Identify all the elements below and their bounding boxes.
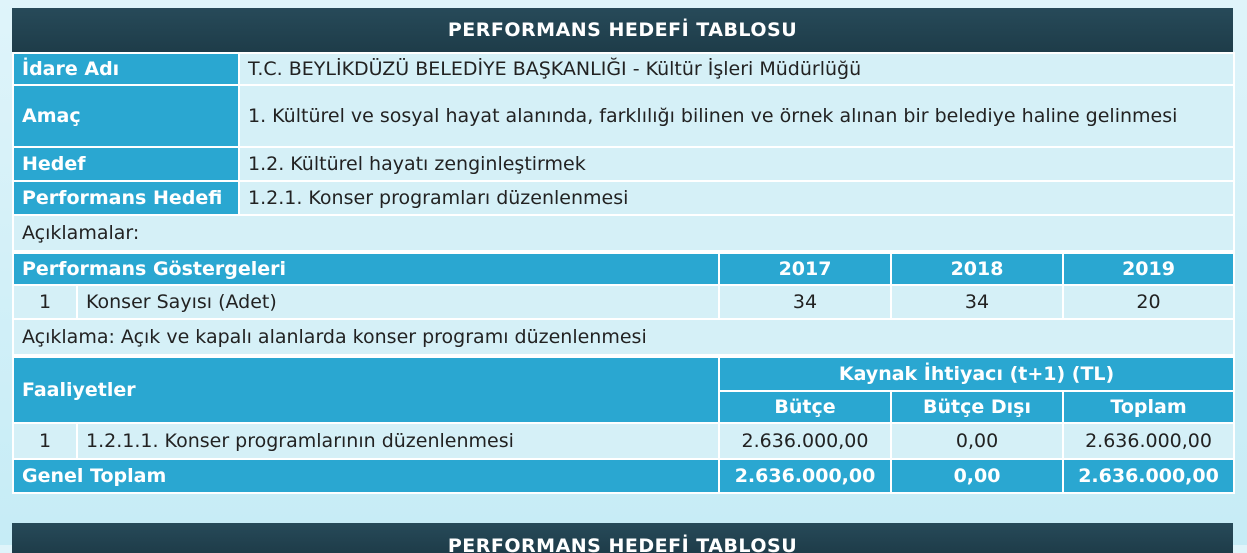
total-butce-disi: 0,00 — [891, 459, 1063, 493]
total-toplam: 2.636.000,00 — [1063, 459, 1234, 493]
total-butce: 2.636.000,00 — [719, 459, 891, 493]
total-label: Genel Toplam — [13, 459, 719, 493]
resource-header: Kaynak İhtiyacı (t+1) (TL) — [719, 357, 1234, 391]
indicator-name: Konser Sayısı (Adet) — [77, 285, 719, 319]
amac-label: Amaç — [13, 85, 239, 147]
indicators-table — [12, 252, 1235, 356]
activities-table — [12, 356, 1235, 494]
indicator-value-2018: 34 — [891, 285, 1063, 319]
activity-butce-disi: 0,00 — [891, 423, 1063, 459]
indicator-value-2019: 20 — [1063, 285, 1234, 319]
idare-label: İdare Adı — [13, 53, 239, 85]
activity-toplam: 2.636.000,00 — [1063, 423, 1234, 459]
col-butce: Bütçe — [719, 391, 891, 423]
indicators-header: Performans Göstergeleri — [13, 253, 719, 285]
amac-value: 1. Kültürel ve sosyal hayat alanında, farklılığı bilinen ve örnek alınan bir belediye haline gelinmesi — [239, 85, 1234, 147]
activity-no: 1 — [13, 423, 77, 459]
activity-name: 1.2.1.1. Konser programlarının düzenlenmesi — [77, 423, 719, 459]
indicator-no: 1 — [13, 285, 77, 319]
activities-header: Faaliyetler — [13, 357, 719, 423]
idare-value: T.C. BEYLİKDÜZÜ BELEDİYE BAŞKANLIĞI - Kültür İşleri Müdürlüğü — [239, 53, 1234, 85]
aciklamalar-text: Açıklamalar: — [13, 215, 1234, 251]
col-butce-disi: Bütçe Dışı — [891, 391, 1063, 423]
indicator-note: Açıklama: Açık ve kapalı alanlarda konser programı düzenlenmesi — [13, 319, 1234, 355]
performance-goal-label: Performans Hedefi — [13, 181, 239, 215]
indicator-value-2017: 34 — [719, 285, 891, 319]
info-table — [12, 52, 1235, 252]
year-header: 2018 — [891, 253, 1063, 285]
next-table-title: PERFORMANS HEDEFİ TABLOSU — [12, 523, 1233, 553]
table-title: PERFORMANS HEDEFİ TABLOSU — [12, 8, 1233, 52]
hedef-value: 1.2. Kültürel hayatı zenginleştirmek — [239, 147, 1234, 181]
year-header: 2017 — [719, 253, 891, 285]
year-header: 2019 — [1063, 253, 1234, 285]
performance-table-frame — [12, 8, 1233, 494]
col-toplam: Toplam — [1063, 391, 1234, 423]
performance-goal-value: 1.2.1. Konser programları düzenlenmesi — [239, 181, 1234, 215]
activity-butce: 2.636.000,00 — [719, 423, 891, 459]
hedef-label: Hedef — [13, 147, 239, 181]
